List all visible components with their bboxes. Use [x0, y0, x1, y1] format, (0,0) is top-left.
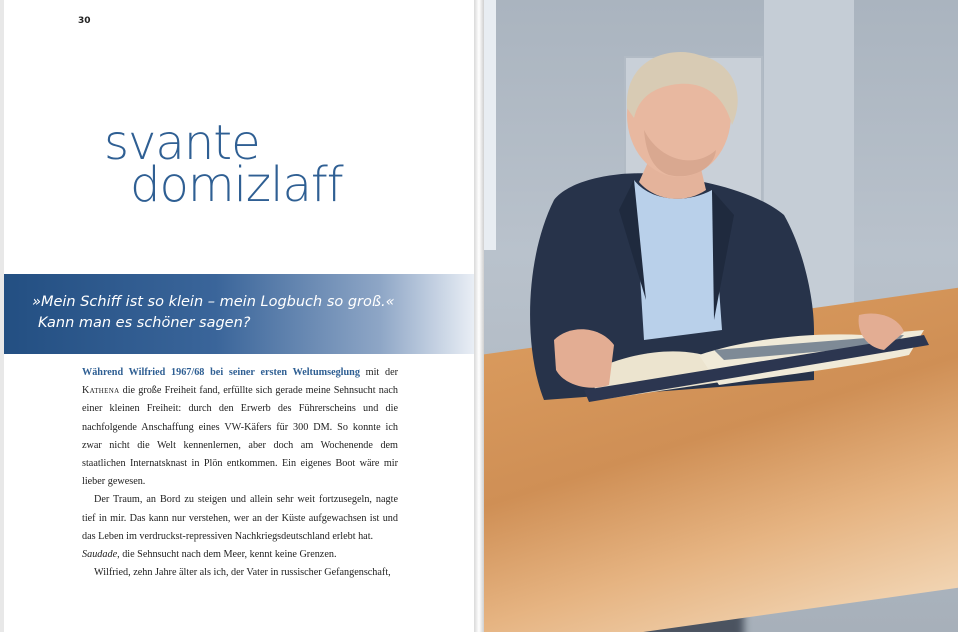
- page-number: 30: [78, 16, 91, 26]
- man-reading-logbook: [484, 0, 958, 632]
- body-text-span: , die Sehnsucht nach dem Meer, kennt keine Grenzen.: [117, 549, 337, 561]
- body-paragraph: [82, 364, 398, 491]
- italic-term: Saudade: [82, 549, 118, 561]
- body-text-span: die große Freiheit fand, erfüllte sich gerade meine Sehnsucht nach einer kleinen Freiheit: durch den Erwerb des Führerscheins und die nachfolgende Anschaffung eines VW-Käfers für 300 DM. So konnte ich zwar nicht die Welt kennenlernen, aber doch am Wochenende dem staatlichen Internatsknast in Plön entkommen. Ein eigenes Boot wäre mir lieber gewesen.: [82, 385, 398, 488]
- book-gutter: [474, 0, 484, 632]
- title-first-name: svante: [104, 115, 260, 171]
- portrait-photo: [484, 0, 958, 632]
- title-last-name: domizlaff: [130, 157, 343, 213]
- quote-line: »Mein Schiff ist so klein – mein Logbuch so groß.«: [32, 294, 395, 310]
- body-text-span: mit der: [359, 367, 398, 378]
- quote-line: Kann man es schöner sagen?: [38, 315, 251, 331]
- body-paragraph: [82, 546, 398, 564]
- boat-name: Kathena: [82, 385, 120, 397]
- body-paragraph: Wilfried, zehn Jahre älter als ich, der Vater in russischer Gefangenschaft,: [94, 567, 391, 579]
- body-paragraph: Der Traum, an Bord zu steigen und allein sehr weit fortzusegeln, nagte tief in mir. Das kann nur verstehen, wer an der Küste aufgewachsen ist und das Leben im verdruckst-repressiven Nachkriegsdeutschland erlebt hat.: [82, 494, 398, 542]
- pull-quote: [32, 292, 395, 334]
- lead-in: Während Wilfried 1967/68 bei seiner ersten Weltumseglung: [82, 367, 360, 378]
- quote-band: [4, 274, 474, 354]
- article-body: [82, 364, 398, 582]
- article-title: [104, 115, 343, 213]
